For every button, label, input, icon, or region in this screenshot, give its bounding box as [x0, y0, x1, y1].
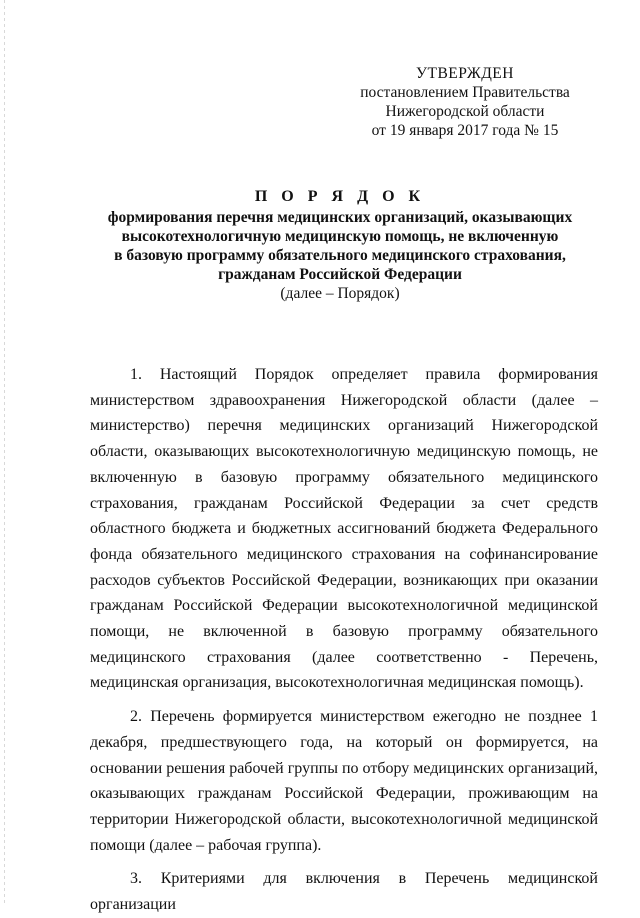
document-body — [90, 362, 598, 918]
document-title: П О Р Я Д О К — [254, 188, 426, 205]
approval-stamp — [330, 64, 600, 140]
paragraph-2: 2. Перечень формируется министерством ежегодно не позднее 1 декабря, предшествующего года, на который он формируется, на основании решения рабочей группы по отбору медицинских организаций, оказывающих гражданам Российской Федерации, проживающим на территории Нижегородской области, высокотехнологичной медицинской помощи (далее – рабочая группа). — [90, 708, 598, 854]
document-subject — [80, 208, 600, 284]
approval-line-3: от 19 января 2017 года № 15 — [371, 122, 559, 139]
document-short-name: (далее – Порядок) — [280, 285, 400, 302]
subject-line-1: формирования перечня медицинских организаций, оказывающих — [107, 209, 573, 226]
scan-edge-artifact — [4, 0, 5, 905]
subject-line-4: гражданам Российской Федерации — [218, 266, 462, 283]
subject-line-3: в базовую программу обязательного медицинского страхования, — [114, 247, 566, 264]
approval-line-2: Нижегородской области — [385, 103, 545, 120]
paragraph-3: 3. Критериями для включения в Перечень медицинской организации — [90, 870, 598, 914]
approval-line-1: постановлением Правительства — [360, 84, 570, 101]
subject-line-2: высокотехнологичную медицинскую помощь, не включенную — [121, 228, 559, 245]
paragraph-1: 1. Настоящий Порядок определяет правила формирования министерством здравоохранения Нижегородской области (далее – министерство) перечня медицинских организаций Нижегородской области, оказывающих высокотехнологичную медицинскую помощь, не включенную в базовую программу обязательного медицинского страхования, гражданам Российской Федерации за счет средств областного бюджета и бюджетных ассигнований бюджета Федерального фонда обязательного медицинского страхования на софинансирование расходов субъектов Российской Федерации, возникающих при оказании гражданам Российской Федерации высокотехнологичной медицинской помощи, не включенной в базовую программу обязательного медицинского страхования (далее соответственно - Перечень, медицинская организация, высокотехнологичная медицинская помощь). — [90, 366, 598, 692]
document-header — [80, 187, 600, 303]
approval-heading: УТВЕРЖДЕН — [416, 65, 514, 82]
